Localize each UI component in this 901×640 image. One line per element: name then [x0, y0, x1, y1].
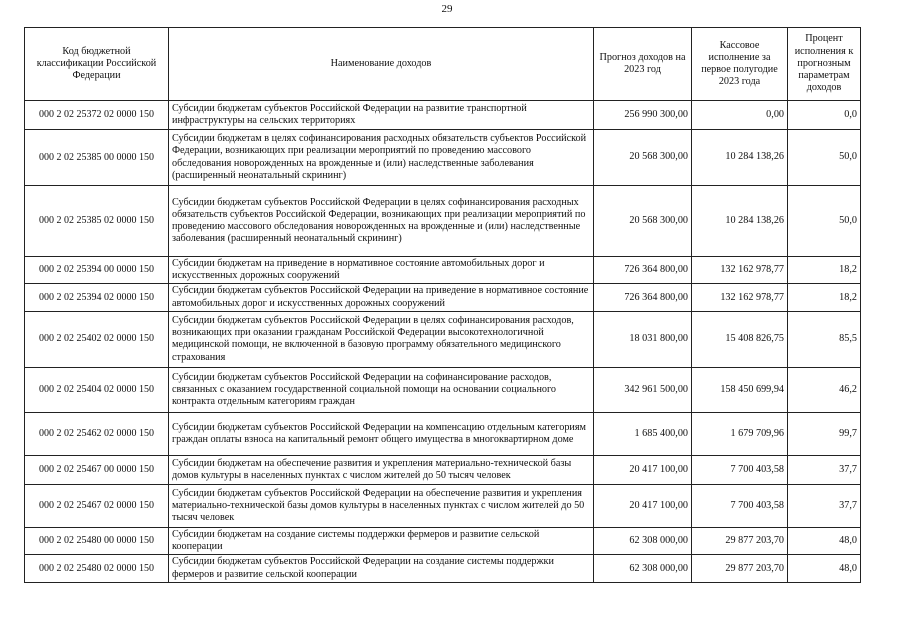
row-percent: 18,2 [788, 284, 861, 311]
row-name: Субсидии бюджетам субъектов Российской Федерации на обеспечение развития и укрепления материально-технической базы домов культуры в населенных пунктах с числом жителей до 50 тысяч человек [169, 484, 594, 527]
header-execution: Кассовое исполнение за первое полугодие 2023 года [692, 28, 788, 101]
row-code: 000 2 02 25480 02 0000 150 [25, 555, 169, 582]
table-row [25, 130, 861, 186]
row-forecast: 20 417 100,00 [594, 484, 692, 527]
table-row [25, 455, 861, 484]
row-execution: 15 408 826,75 [692, 311, 788, 367]
row-execution: 10 284 138,26 [692, 130, 788, 186]
table-row [25, 367, 861, 412]
row-percent: 46,2 [788, 367, 861, 412]
row-percent: 48,0 [788, 527, 861, 554]
row-forecast: 1 685 400,00 [594, 412, 692, 455]
table-row [25, 527, 861, 554]
row-execution: 0,00 [692, 101, 788, 130]
row-percent: 99,7 [788, 412, 861, 455]
row-name: Субсидии бюджетам субъектов Российской Федерации на софинансирование расходов, связанных с оказанием государственной социальной помощи на основании социального контракта отдельным категориям граждан [169, 367, 594, 412]
table-row [25, 311, 861, 367]
row-execution: 132 162 978,77 [692, 257, 788, 284]
row-execution: 132 162 978,77 [692, 284, 788, 311]
row-code: 000 2 02 25404 02 0000 150 [25, 367, 169, 412]
table-header-row [25, 28, 861, 101]
row-name: Субсидии бюджетам субъектов Российской Федерации в целях софинансирования расходных обязательств субъектов Российской Федерации, возникающих при реализации мероприятий по проведению массового обследования новорожденных на врожденные и (или) наследственные заболевания (расширенный неонатальный скрининг) [169, 186, 594, 257]
row-name: Субсидии бюджетам субъектов Российской Федерации на компенсацию отдельным категориям граждан оплаты взноса на капитальный ремонт общего имущества в многоквартирном доме [169, 412, 594, 455]
row-name: Субсидии бюджетам субъектов Российской Федерации в целях софинансирования расходов, возникающих при оказании гражданам Российской Федерации высокотехнологичной медицинской помощи, не включенной в базовую программу обязательного медицинского страхования [169, 311, 594, 367]
row-execution: 7 700 403,58 [692, 484, 788, 527]
row-forecast: 256 990 300,00 [594, 101, 692, 130]
row-percent: 37,7 [788, 455, 861, 484]
table-row [25, 101, 861, 130]
row-code: 000 2 02 25372 02 0000 150 [25, 101, 169, 130]
row-execution: 29 877 203,70 [692, 527, 788, 554]
row-forecast: 342 961 500,00 [594, 367, 692, 412]
row-percent: 37,7 [788, 484, 861, 527]
row-percent: 50,0 [788, 130, 861, 186]
header-forecast: Прогноз доходов на 2023 год [594, 28, 692, 101]
row-forecast: 18 031 800,00 [594, 311, 692, 367]
row-name: Субсидии бюджетам на приведение в нормативное состояние автомобильных дорог и искусственных дорожных сооружений [169, 257, 594, 284]
row-execution: 158 450 699,94 [692, 367, 788, 412]
row-execution: 1 679 709,96 [692, 412, 788, 455]
row-name: Субсидии бюджетам субъектов Российской Федерации на развитие транспортной инфраструктуры на сельских территориях [169, 101, 594, 130]
table-row [25, 186, 861, 257]
row-code: 000 2 02 25394 00 0000 150 [25, 257, 169, 284]
row-name: Субсидии бюджетам субъектов Российской Федерации на приведение в нормативное состояние автомобильных дорог и искусственных дорожных сооружений [169, 284, 594, 311]
row-code: 000 2 02 25462 02 0000 150 [25, 412, 169, 455]
table-row [25, 484, 861, 527]
row-forecast: 726 364 800,00 [594, 257, 692, 284]
row-name: Субсидии бюджетам на обеспечение развития и укрепления материально-технической базы домов культуры в населенных пунктах с числом жителей до 50 тысяч человек [169, 455, 594, 484]
row-code: 000 2 02 25467 00 0000 150 [25, 455, 169, 484]
row-forecast: 62 308 000,00 [594, 555, 692, 582]
table-row [25, 412, 861, 455]
row-code: 000 2 02 25467 02 0000 150 [25, 484, 169, 527]
row-percent: 0,0 [788, 101, 861, 130]
row-forecast: 726 364 800,00 [594, 284, 692, 311]
row-execution: 7 700 403,58 [692, 455, 788, 484]
row-forecast: 20 417 100,00 [594, 455, 692, 484]
row-name: Субсидии бюджетам в целях софинансирования расходных обязательств субъектов Российской Федерации, возникающих при реализации мероприятий по проведению массового обследования новорожденных на врожденные и (или) наследственные заболевания (расширенный неонатальный скрининг) [169, 130, 594, 186]
row-percent: 48,0 [788, 555, 861, 582]
header-code: Код бюджетной классификации Российской Федерации [25, 28, 169, 101]
row-percent: 18,2 [788, 257, 861, 284]
row-percent: 50,0 [788, 186, 861, 257]
revenue-table [24, 27, 861, 583]
header-name: Наименование доходов [169, 28, 594, 101]
row-code: 000 2 02 25385 02 0000 150 [25, 186, 169, 257]
row-name: Субсидии бюджетам субъектов Российской Федерации на создание системы поддержки фермеров и развитие сельской кооперации [169, 555, 594, 582]
header-percent: Процент исполнения к прогнозным параметрам доходов [788, 28, 861, 101]
row-forecast: 20 568 300,00 [594, 130, 692, 186]
row-percent: 85,5 [788, 311, 861, 367]
table-row [25, 284, 861, 311]
row-execution: 10 284 138,26 [692, 186, 788, 257]
row-name: Субсидии бюджетам на создание системы поддержки фермеров и развитие сельской кооперации [169, 527, 594, 554]
row-code: 000 2 02 25394 02 0000 150 [25, 284, 169, 311]
row-execution: 29 877 203,70 [692, 555, 788, 582]
table-row [25, 555, 861, 582]
row-forecast: 20 568 300,00 [594, 186, 692, 257]
row-forecast: 62 308 000,00 [594, 527, 692, 554]
row-code: 000 2 02 25402 02 0000 150 [25, 311, 169, 367]
row-code: 000 2 02 25480 00 0000 150 [25, 527, 169, 554]
page-number: 29 [441, 3, 453, 15]
table-row [25, 257, 861, 284]
row-code: 000 2 02 25385 00 0000 150 [25, 130, 169, 186]
